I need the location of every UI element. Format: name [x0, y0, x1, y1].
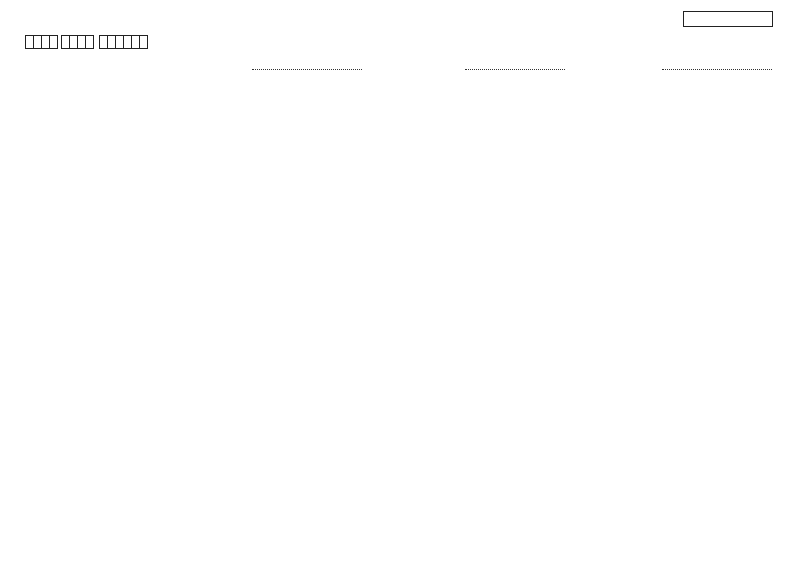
- table-grid-lines: [0, 0, 800, 575]
